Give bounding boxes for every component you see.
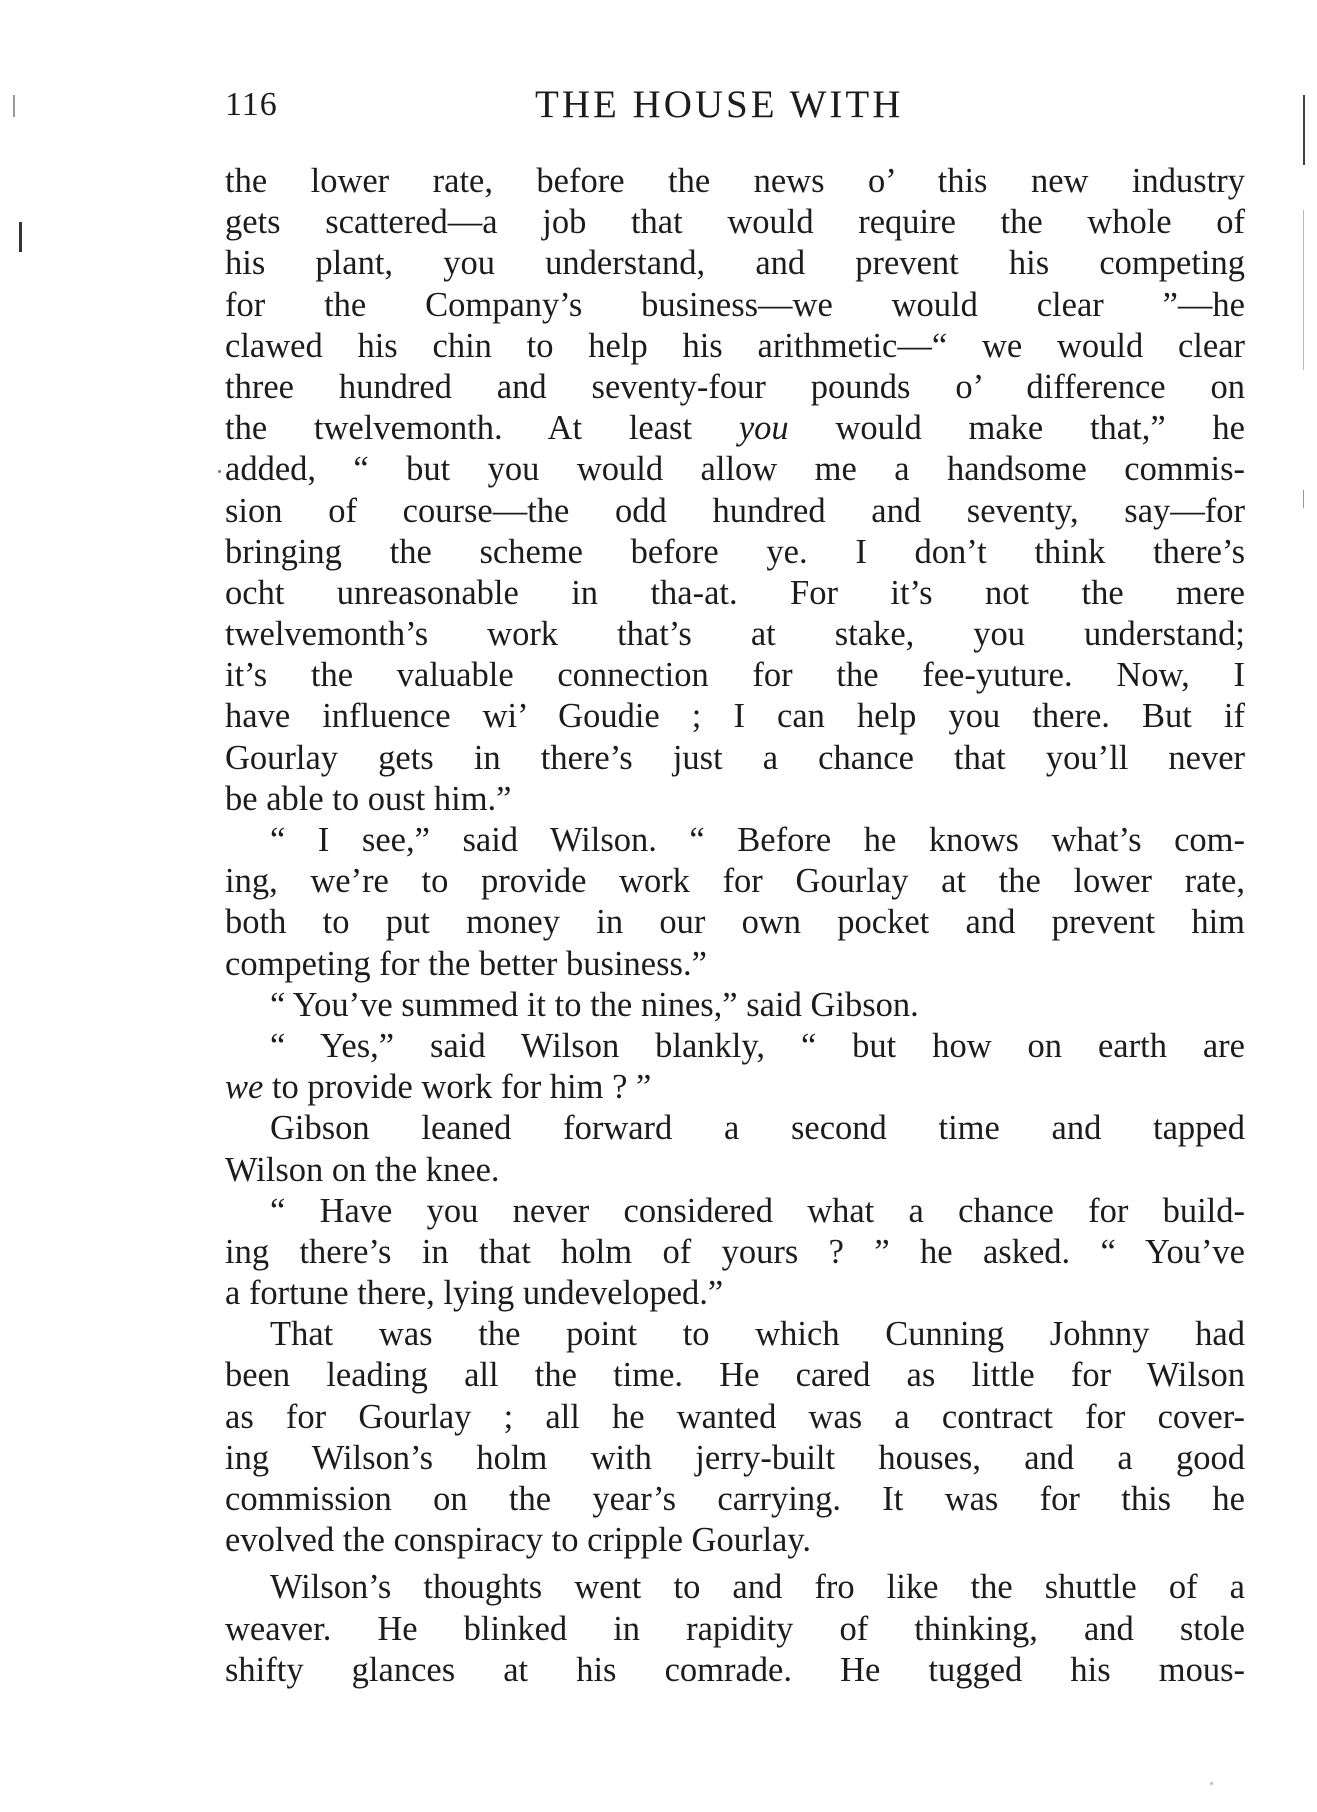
text-line: as for Gourlay ; all he wanted was a contract for cover-	[225, 1397, 1245, 1436]
text-line: twelvemonth’s work that’s at stake, you understand;	[225, 615, 1245, 654]
text-line: evolved the conspiracy to cripple Gourlay.	[225, 1521, 811, 1560]
text-line: gets scattered—a job that would require the whole of	[225, 203, 1245, 242]
body-text	[225, 161, 1245, 1691]
text-line: both to put money in our own pocket and prevent him	[225, 903, 1245, 942]
italic-word: we	[225, 1068, 264, 1107]
text-line: ing there’s in that holm of yours ? ” he asked. “ You’ve	[225, 1232, 1245, 1271]
text-line: three hundred and seventy-four pounds o’ difference on	[225, 367, 1245, 406]
text-line: sion of course—the odd hundred and seventy, say—for	[225, 491, 1245, 530]
text-line: competing for the better business.”	[225, 944, 707, 983]
text-segment: to provide work for him ? ”	[271, 1068, 652, 1107]
scan-mark	[13, 95, 15, 117]
text-line: clawed his chin to help his arithmetic—“ we would clear	[225, 326, 1245, 365]
text-line: been leading all the time. He cared as little for Wilson	[225, 1356, 1245, 1395]
scan-mark	[1303, 210, 1304, 370]
scan-speck	[218, 470, 221, 473]
text-line: ing, we’re to provide work for Gourlay at the lower rate,	[225, 862, 1245, 901]
text-line: That was the point to which Cunning Johnny had	[270, 1315, 1245, 1354]
text-line: his plant, you understand, and prevent his competing	[225, 244, 1245, 283]
text-line: Wilson on the knee.	[225, 1150, 500, 1189]
text-line: commission on the year’s carrying. It was for this he	[225, 1480, 1245, 1518]
text-segment: the twelvemonth. At least	[225, 409, 693, 448]
page-number: 116	[225, 86, 278, 123]
scan-mark	[19, 222, 22, 252]
text-line: have influence wi’ Goudie ; I can help you there. But if	[225, 697, 1245, 736]
scan-mark	[1303, 95, 1305, 165]
text-line: ing Wilson’s holm with jerry-built houses, and a good	[225, 1438, 1245, 1477]
italic-word: you	[738, 409, 789, 448]
text-line: the lower rate, before the news o’ this new industry	[225, 162, 1245, 200]
text-line: a fortune there, lying undeveloped.”	[225, 1274, 724, 1313]
text-line: “ You’ve summed it to the nines,” said Gibson.	[270, 985, 919, 1024]
text-line: ocht unreasonable in tha-at. For it’s not the mere	[225, 573, 1245, 612]
running-head: THE HOUSE WITH	[535, 83, 904, 126]
text-line: for the Company’s business—we would clear ”—he	[225, 285, 1245, 324]
page-header	[225, 82, 1235, 134]
text-line	[225, 1067, 1245, 1108]
text-line: “ Yes,” said Wilson blankly, “ but how on earth are	[270, 1026, 1245, 1065]
text-line: “ I see,” said Wilson. “ Before he knows what’s com-	[270, 821, 1245, 859]
text-line: bringing the scheme before ye. I don’t think there’s	[225, 532, 1245, 571]
text-line: Gourlay gets in there’s just a chance that you’ll never	[225, 738, 1245, 777]
scan-speck	[1210, 1782, 1213, 1785]
text-line: be able to oust him.”	[225, 779, 512, 818]
text-line: Gibson leaned forward a second time and tapped	[270, 1109, 1245, 1148]
text-segment: would make that,” he	[835, 409, 1245, 448]
text-line: it’s the valuable connection for the fee-yuture. Now, I	[225, 656, 1245, 695]
text-line: shifty glances at his comrade. He tugged his mous-	[225, 1650, 1245, 1689]
text-line: weaver. He blinked in rapidity of thinking, and stole	[225, 1609, 1245, 1648]
text-line: Wilson’s thoughts went to and fro like the shuttle of a	[270, 1568, 1245, 1607]
text-line	[225, 408, 1245, 449]
text-line: added, “ but you would allow me a handsome commis-	[225, 450, 1245, 489]
text-line: “ Have you never considered what a chance for build-	[270, 1191, 1245, 1230]
scan-mark	[1303, 490, 1304, 508]
